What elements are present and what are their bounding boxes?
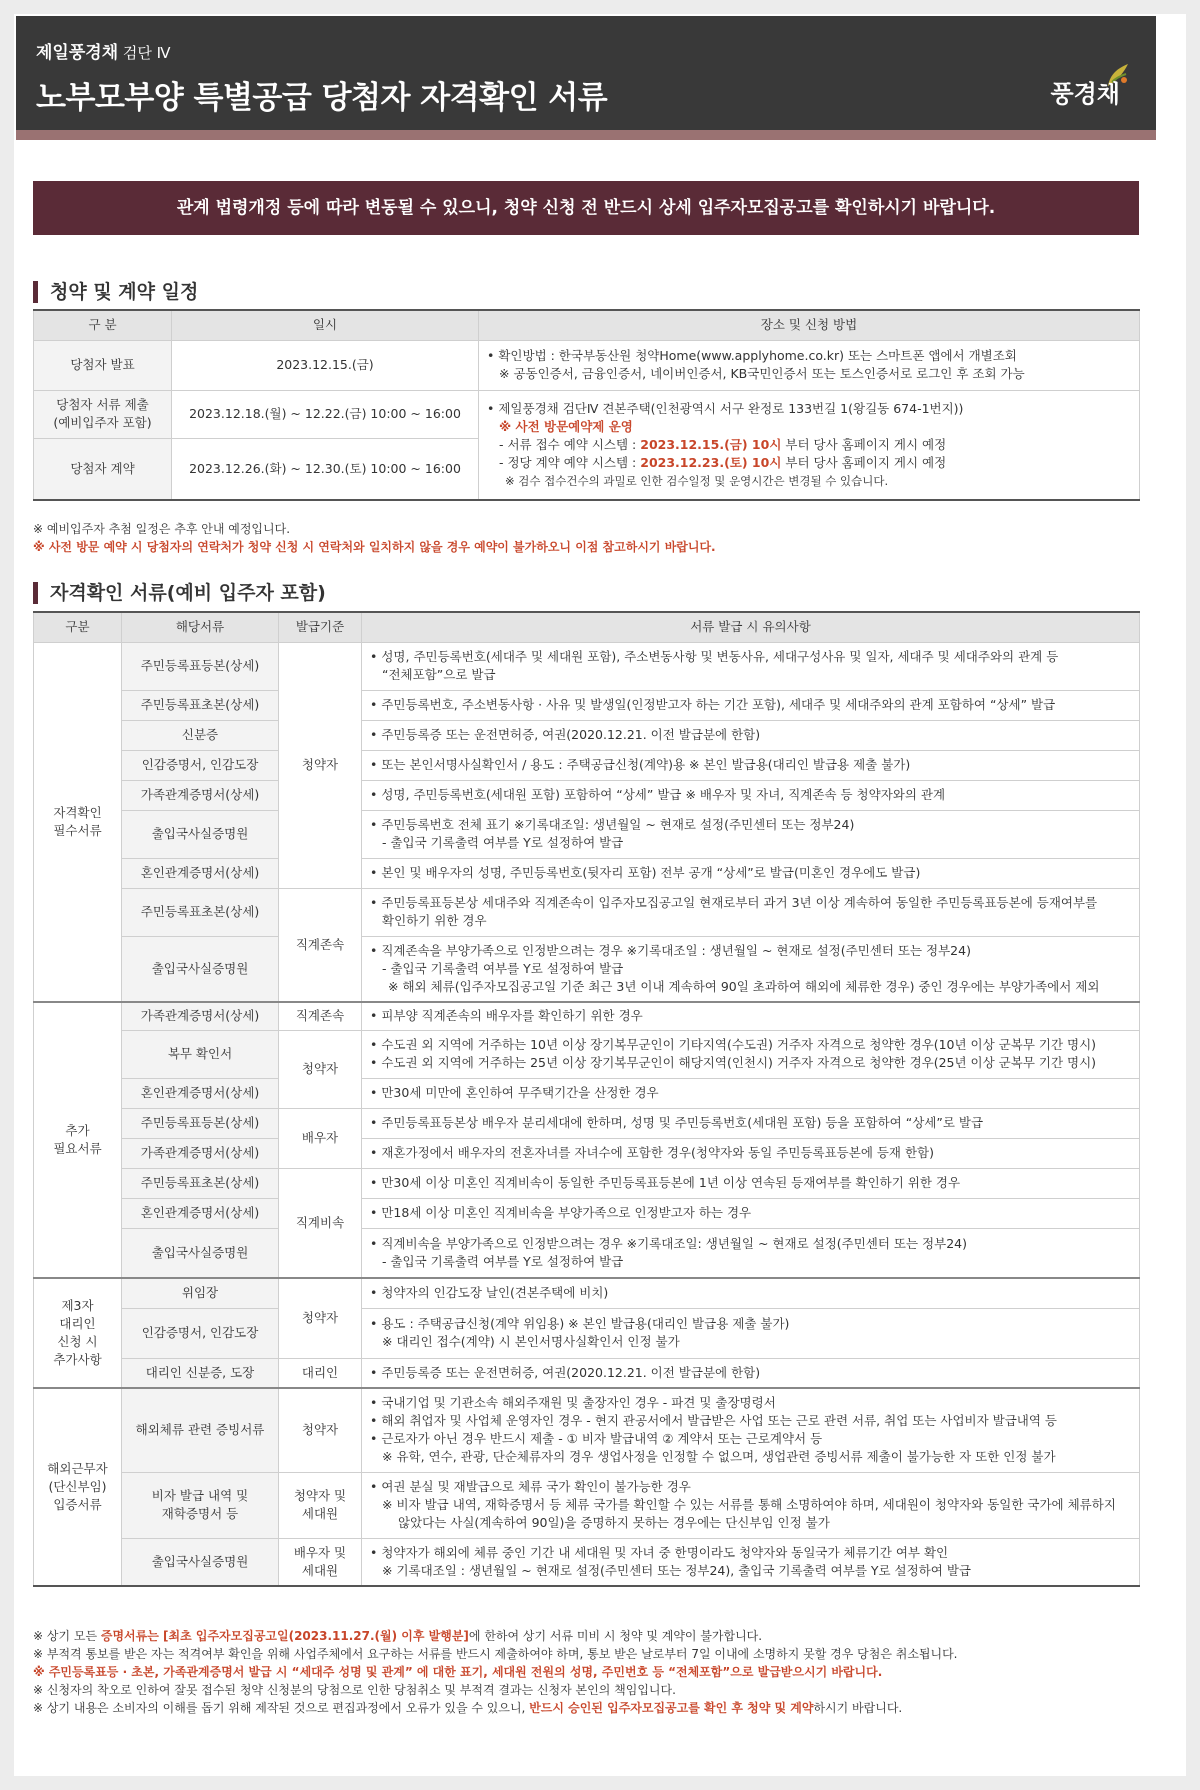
schedule-notes: ※ 예비입주자 추첨 일정은 추후 안내 예정입니다. ※ 사전 방문 예약 시 당첨자의 연락처가 청약 신청 시 연락처와 일치하지 않을 경우 예약이 불가하오니 이점 참고하시기 바랍니다. bbox=[33, 522, 716, 554]
schedule-date-announce: 2023.12.15.(금) bbox=[172, 340, 479, 390]
section-title-documents: 자격확인 서류(예비 입주자 포함) bbox=[33, 582, 326, 604]
doc-note: • 주민등록번호 전체 표기 ※기록대조일: 생년월일 ~ 현재로 설정(주민센터 또는 정부24) - 출입국 기록출력 여부를 Y로 설정하여 발급 bbox=[362, 810, 1140, 858]
doc-note: • 주민등록표등본상 세대주와 직계존속이 입주자모집공고일 현재로부터 과거 3년 이상 계속하여 동일한 주민등록표등본에 등재여부를 확인하기 위한 경우 bbox=[362, 888, 1140, 936]
doc-note: • 만18세 이상 미혼인 직계비속을 부양가족으로 인정받고자 하는 경우 bbox=[362, 1198, 1140, 1228]
doc-note: • 만30세 이상 미혼인 직계비속이 동일한 주민등록표등본에 1년 이상 연속된 등재여부를 확인하기 위한 경우 bbox=[362, 1168, 1140, 1198]
doc-note: • 주민등록증 또는 운전면허증, 여권(2020.12.21. 이전 발급분에 한함) bbox=[362, 720, 1140, 750]
doc-note: • 피부양 직계존속의 배우자를 확인하기 위한 경우 bbox=[362, 1002, 1140, 1030]
doc-note: • 국내기업 및 기관소속 해외주재원 및 출장자인 경우 - 파견 및 출장명령서 • 해외 취업자 및 사업체 운영자인 경우 - 현지 관공서에서 발급받은 사업 또는 근로 관련 서류, 취업 또는 사업비자 발급내역 등 • 근로자가 아닌 경우 반드시 제출 - ① 비자 발급내역 ② 계약서 또는 근로계약서 등 ※ 유학, 연수, 관광, 단순체류자의 경우 생업사정을 인정할 수 없으며, 생업관련 증빙서류 제출이 불가능한 자 또한 인정 불가 bbox=[362, 1388, 1140, 1472]
brand-name: 제일풍경채 검단 Ⅳ bbox=[36, 43, 171, 63]
doc-name: 가족관계증명서(상세) bbox=[122, 1002, 279, 1030]
doc-note: • 직계비속을 부양가족으로 인정받으려는 경우 ※기록대조일: 생년월일 ~ 현재로 설정(주민센터 또는 정부24) - 출입국 기록출력 여부를 Y로 설정하여 발급 bbox=[362, 1228, 1140, 1278]
doc-note: • 재혼가정에서 배우자의 전혼자녀를 자녀수에 포함한 경우(청약자와 동일 주민등록표등본에 등재 한함) bbox=[362, 1138, 1140, 1168]
doc-name: 혼인관계증명서(상세) bbox=[122, 1198, 279, 1228]
doc-name: 위임장 bbox=[122, 1278, 279, 1308]
docs-header-basis: 발급기준 bbox=[279, 612, 362, 642]
doc-note: • 또는 본인서명사실확인서 / 용도 : 주택공급신청(계약)용 ※ 본인 발급용(대리인 발급용 제출 불가) bbox=[362, 750, 1140, 780]
schedule-header-category: 구 분 bbox=[34, 310, 172, 340]
basis-ascendant: 직계존속 bbox=[279, 888, 362, 1002]
doc-name: 주민등록표등본(상세) bbox=[122, 642, 279, 690]
doc-note: • 성명, 주민등록번호(세대원 포함) 포함하여 “상세” 발급 ※ 배우자 및 자녀, 직계존속 등 청약자와의 관계 bbox=[362, 780, 1140, 810]
basis-spouse: 배우자 bbox=[279, 1108, 362, 1168]
doc-name: 대리인 신분증, 도장 bbox=[122, 1358, 279, 1388]
doc-note: • 주민등록번호, 주소변동사항 · 사유 및 발생일(인정받고자 하는 기간 포함), 세대주 및 세대주와의 관계 포함하여 “상세” 발급 bbox=[362, 690, 1140, 720]
doc-name: 혼인관계증명서(상세) bbox=[122, 1078, 279, 1108]
docs-header-document: 해당서류 bbox=[122, 612, 279, 642]
basis-applicant: 청약자 bbox=[279, 1030, 362, 1108]
docs-header-notes: 서류 발급 시 유의사항 bbox=[362, 612, 1140, 642]
schedule-place-announce: • 확인방법 : 한국부동산원 청약Home(www.applyhome.co.kr) 또는 스마트폰 앱에서 개별조회 ※ 공동인증서, 금융인증서, 네이버인증서, KB국민인증서 또는 토스인증서로 로그인 후 조회 가능 bbox=[479, 340, 1140, 390]
doc-note: • 주민등록증 또는 운전면허증, 여권(2020.12.21. 이전 발급분에 한함) bbox=[362, 1358, 1140, 1388]
schedule-date-submit: 2023.12.18.(월) ~ 12.22.(금) 10:00 ~ 16:00 bbox=[172, 390, 479, 438]
doc-note: • 여권 분실 및 재발급으로 체류 국가 확인이 불가능한 경우 ※ 비자 발급 내역, 재학증명서 등 체류 국가를 확인할 수 있는 서류를 통해 소명하여야 하며, 세대원이 청약자와 동일한 국가에 체류하지 않았다는 사실(계속하여 90일)을 증명하지 못하는 경우에는 단신부임 인정 불가 bbox=[362, 1472, 1140, 1538]
doc-name: 해외체류 관련 증빙서류 bbox=[122, 1388, 279, 1472]
schedule-header-place: 장소 및 신청 방법 bbox=[479, 310, 1140, 340]
doc-name: 가족관계증명서(상세) bbox=[122, 780, 279, 810]
basis-ascendant: 직계존속 bbox=[279, 1002, 362, 1030]
basis-applicant-household: 청약자 및 세대원 bbox=[279, 1472, 362, 1538]
doc-note: • 만30세 미만에 혼인하여 무주택기간을 산정한 경우 bbox=[362, 1078, 1140, 1108]
schedule-date-contract: 2023.12.26.(화) ~ 12.30.(토) 10:00 ~ 16:00 bbox=[172, 438, 479, 500]
documents-table bbox=[33, 611, 1140, 1587]
doc-note: • 본인 및 배우자의 성명, 주민등록번호(뒷자리 포함) 전부 공개 “상세”로 발급(미혼인 경우에도 발급) bbox=[362, 858, 1140, 888]
doc-name: 출입국사실증명원 bbox=[122, 1538, 279, 1586]
doc-name: 복무 확인서 bbox=[122, 1030, 279, 1078]
basis-applicant: 청약자 bbox=[279, 1388, 362, 1472]
basis-descendant: 직계비속 bbox=[279, 1168, 362, 1278]
doc-name: 주민등록표등본(상세) bbox=[122, 1108, 279, 1138]
group-label-proxy: 제3자 대리인 신청 시 추가사항 bbox=[34, 1278, 122, 1388]
schedule-table bbox=[33, 309, 1140, 501]
doc-name: 가족관계증명서(상세) bbox=[122, 1138, 279, 1168]
doc-name: 주민등록표초본(상세) bbox=[122, 1168, 279, 1198]
basis-proxy: 대리인 bbox=[279, 1358, 362, 1388]
doc-name: 출입국사실증명원 bbox=[122, 810, 279, 858]
brand-logo-text: 풍경채 bbox=[1050, 80, 1120, 108]
basis-applicant: 청약자 bbox=[279, 1278, 362, 1358]
schedule-label-announce: 당첨자 발표 bbox=[34, 340, 172, 390]
doc-name: 혼인관계증명서(상세) bbox=[122, 858, 279, 888]
doc-note: • 청약자가 해외에 체류 중인 기간 내 세대원 및 자녀 중 한명이라도 청약자와 동일국가 체류기간 여부 확인 ※ 기록대조일 : 생년월일 ~ 현재로 설정(주민센터 또는 정부24), 출입국 기록출력 여부를 Y로 설정하여 발급 bbox=[362, 1538, 1140, 1586]
doc-note: • 청약자의 인감도장 날인(견본주택에 비치) bbox=[362, 1278, 1140, 1308]
doc-name: 인감증명서, 인감도장 bbox=[122, 750, 279, 780]
doc-note: • 직계존속을 부양가족으로 인정받으려는 경우 ※기록대조일 : 생년월일 ~ 현재로 설정(주민센터 또는 정부24) - 출입국 기록출력 여부를 Y로 설정하여 발급 ※ 해외 체류(입주자모집공고일 기준 최근 3년 이내 계속하여 90일 초과하여 해외에 체류한 경우) 중인 경우에는 부양가족에서 제외 bbox=[362, 936, 1140, 1002]
group-label-additional: 추가 필요서류 bbox=[34, 1002, 122, 1278]
doc-name: 신분증 bbox=[122, 720, 279, 750]
doc-note: • 용도 : 주택공급신청(계약 위임용) ※ 본인 발급용(대리인 발급용 제출 불가) ※ 대리인 접수(계약) 시 본인서명사실확인서 인정 불가 bbox=[362, 1308, 1140, 1358]
footer-notes: ※ 상기 모든 증명서류는 [최초 입주자모집공고일(2023.11.27.(월) 이후 발행분]에 한하여 상기 서류 미비 시 청약 및 계약이 불가합니다. ※ 부적격 통보를 받은 자는 적격여부 확인을 위해 사업주체에서 요구하는 서류를 반드시 제출하여야 하며, 통보 받은 날로부터 7일 이내에 소명하지 못할 경우 당첨은 취소됩니다. ※ 주민등록표등 · 초본, 가족관계증명서 발급 시 “세대주 성명 및 관계” 에 대한 표기, 세대원 전원의 성명, 주민번호 등 “전체포함”으로 발급받으시기 바랍니다. ※ 신청자의 착오로 인하여 잘못 접수된 청약 신청분의 당첨으로 인한 당첨취소 및 부적격 결과는 신청자 본인의 책임입니다. ※ 상기 내용은 소비자의 이해를 돕기 위해 제작된 것으로 편집과정에서 오류가 있을 수 있으니, 반드시 승인된 입주자모집공고를 확인 후 청약 및 계약하시기 바랍니다. bbox=[33, 1629, 958, 1715]
basis-applicant: 청약자 bbox=[279, 642, 362, 888]
doc-name: 비자 발급 내역 및 재학증명서 등 bbox=[122, 1472, 279, 1538]
page-title: 노부모부양 특별공급 당첨자 자격확인 서류 bbox=[36, 80, 608, 116]
doc-name: 출입국사실증명원 bbox=[122, 1228, 279, 1278]
basis-spouse-household: 배우자 및 세대원 bbox=[279, 1538, 362, 1586]
docs-header-group: 구분 bbox=[34, 612, 122, 642]
doc-name: 주민등록표초본(상세) bbox=[122, 690, 279, 720]
notice-banner: 관계 법령개정 등에 따라 변동될 수 있으니, 청약 신청 전 반드시 상세 입주자모집공고를 확인하시기 바랍니다. bbox=[33, 181, 1139, 235]
group-label-overseas: 해외근무자 (단신부임) 입증서류 bbox=[34, 1388, 122, 1586]
header-bar bbox=[16, 16, 1156, 140]
group-label-required: 자격확인 필수서류 bbox=[34, 642, 122, 1002]
doc-name: 주민등록표초본(상세) bbox=[122, 888, 279, 936]
schedule-label-submit: 당첨자 서류 제출 (예비입주자 포함) bbox=[34, 390, 172, 438]
doc-name: 인감증명서, 인감도장 bbox=[122, 1308, 279, 1358]
doc-note: • 주민등록표등본상 배우자 분리세대에 한하며, 성명 및 주민등록번호(세대원 포함) 등을 포함하여 “상세”로 발급 bbox=[362, 1108, 1140, 1138]
schedule-label-contract: 당첨자 계약 bbox=[34, 438, 172, 500]
doc-note: • 수도권 외 지역에 거주하는 10년 이상 장기복무군인이 기타지역(수도권) 거주자 자격으로 청약한 경우(10년 이상 군복무 기간 명시) • 수도권 외 지역에 거주하는 25년 이상 장기복무군인이 해당지역(인천시) 거주자 자격으로 청약한 경우(25년 이상 군복무 기간 명시) bbox=[362, 1030, 1140, 1078]
doc-name: 출입국사실증명원 bbox=[122, 936, 279, 1002]
section-title-schedule: 청약 및 계약 일정 bbox=[33, 281, 198, 303]
schedule-place-visit: • 제일풍경채 검단Ⅳ 견본주택(인천광역시 서구 완정로 133번길 1(왕길동 674-1번지)) ※ 사전 방문예약제 운영 - 서류 접수 예약 시스템 : 2023.12.15.(금) 10시 부터 당사 홈페이지 게시 예정 - 정당 계약 예약 시스템 : 2023.12.23.(토) 10시 부터 당사 홈페이지 게시 예정 ※ 검수 접수건수의 과밀로 인한 검수일정 및 운영시간은 변경될 수 있습니다. bbox=[479, 390, 1140, 500]
doc-note: • 성명, 주민등록번호(세대주 및 세대원 포함), 주소변동사항 및 변동사유, 세대구성사유 및 일자, 세대주 및 세대주와의 관계 등 “전체포함”으로 발급 bbox=[362, 642, 1140, 690]
schedule-header-date: 일시 bbox=[172, 310, 479, 340]
